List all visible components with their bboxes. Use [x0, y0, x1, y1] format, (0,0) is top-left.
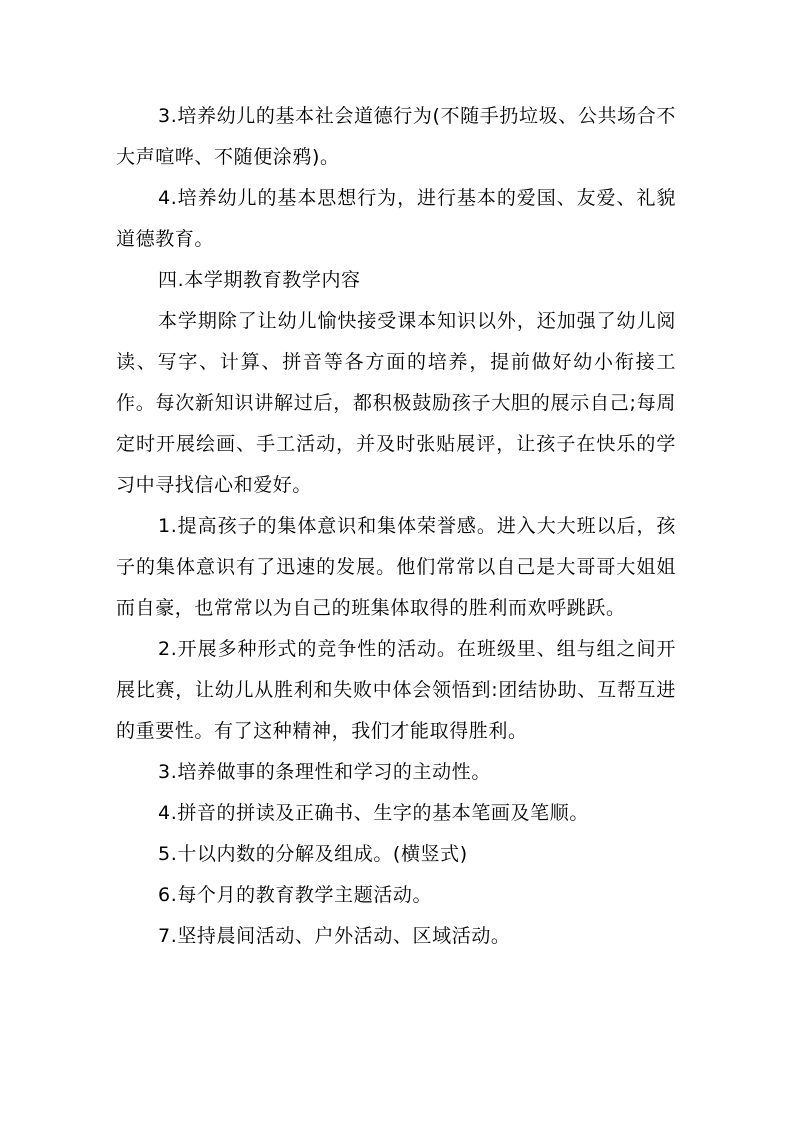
- paragraph-pinyin: 4.拼音的拼读及正确书、生字的基本笔画及笔顺。: [158, 802, 589, 824]
- paragraph-moral-behavior: 3.培养幼儿的基本社会道德行为(不随手扔垃圾、公共场合不大声喧哗、不随便涂鸦)。: [116, 105, 676, 168]
- paragraph-monthly-themes: 6.每个月的教育教学主题活动。: [158, 884, 433, 906]
- paragraph-competitive-activities: 2.开展多种形式的竞争性的活动。在班级里、组与组之间开展比赛，让幼儿从胜利和失败中体会领悟到:团结协助、互帮互进的重要性。有了这种精神，我们才能取得胜利。: [116, 638, 676, 742]
- paragraph-thought-behavior: 4.培养幼儿的基本思想行为，进行基本的爱国、友爱、礼貌道德教育。: [116, 187, 676, 250]
- paragraph-semester-overview: 本学期除了让幼儿愉快接受课本知识以外，还加强了幼儿阅读、写字、计算、拼音等各方面的培养，提前做好幼小衔接工作。每次新知识讲解过后，都积极鼓励孩子大胆的展示自己;每周定时开展绘画、手工活动，并及时张贴展评，让孩子在快乐的学习中寻找信心和爱好。: [116, 310, 676, 496]
- document-page: [116, 96, 676, 957]
- paragraph-daily-activities: 7.坚持晨间活动、户外活动、区域活动。: [158, 925, 511, 947]
- paragraph-numbers: 5.十以内数的分解及组成。(横竖式): [158, 843, 468, 865]
- section-heading-teaching-content: 四.本学期教育教学内容: [158, 269, 361, 291]
- paragraph-orderliness: 3.培养做事的条理性和学习的主动性。: [158, 761, 491, 783]
- paragraph-collective-awareness: 1.提高孩子的集体意识和集体荣誉感。进入大大班以后，孩子的集体意识有了迅速的发展。他们常常以自己是大哥哥大姐姐而自豪，也常常以为自己的班集体取得的胜利而欢呼跳跃。: [116, 515, 676, 619]
